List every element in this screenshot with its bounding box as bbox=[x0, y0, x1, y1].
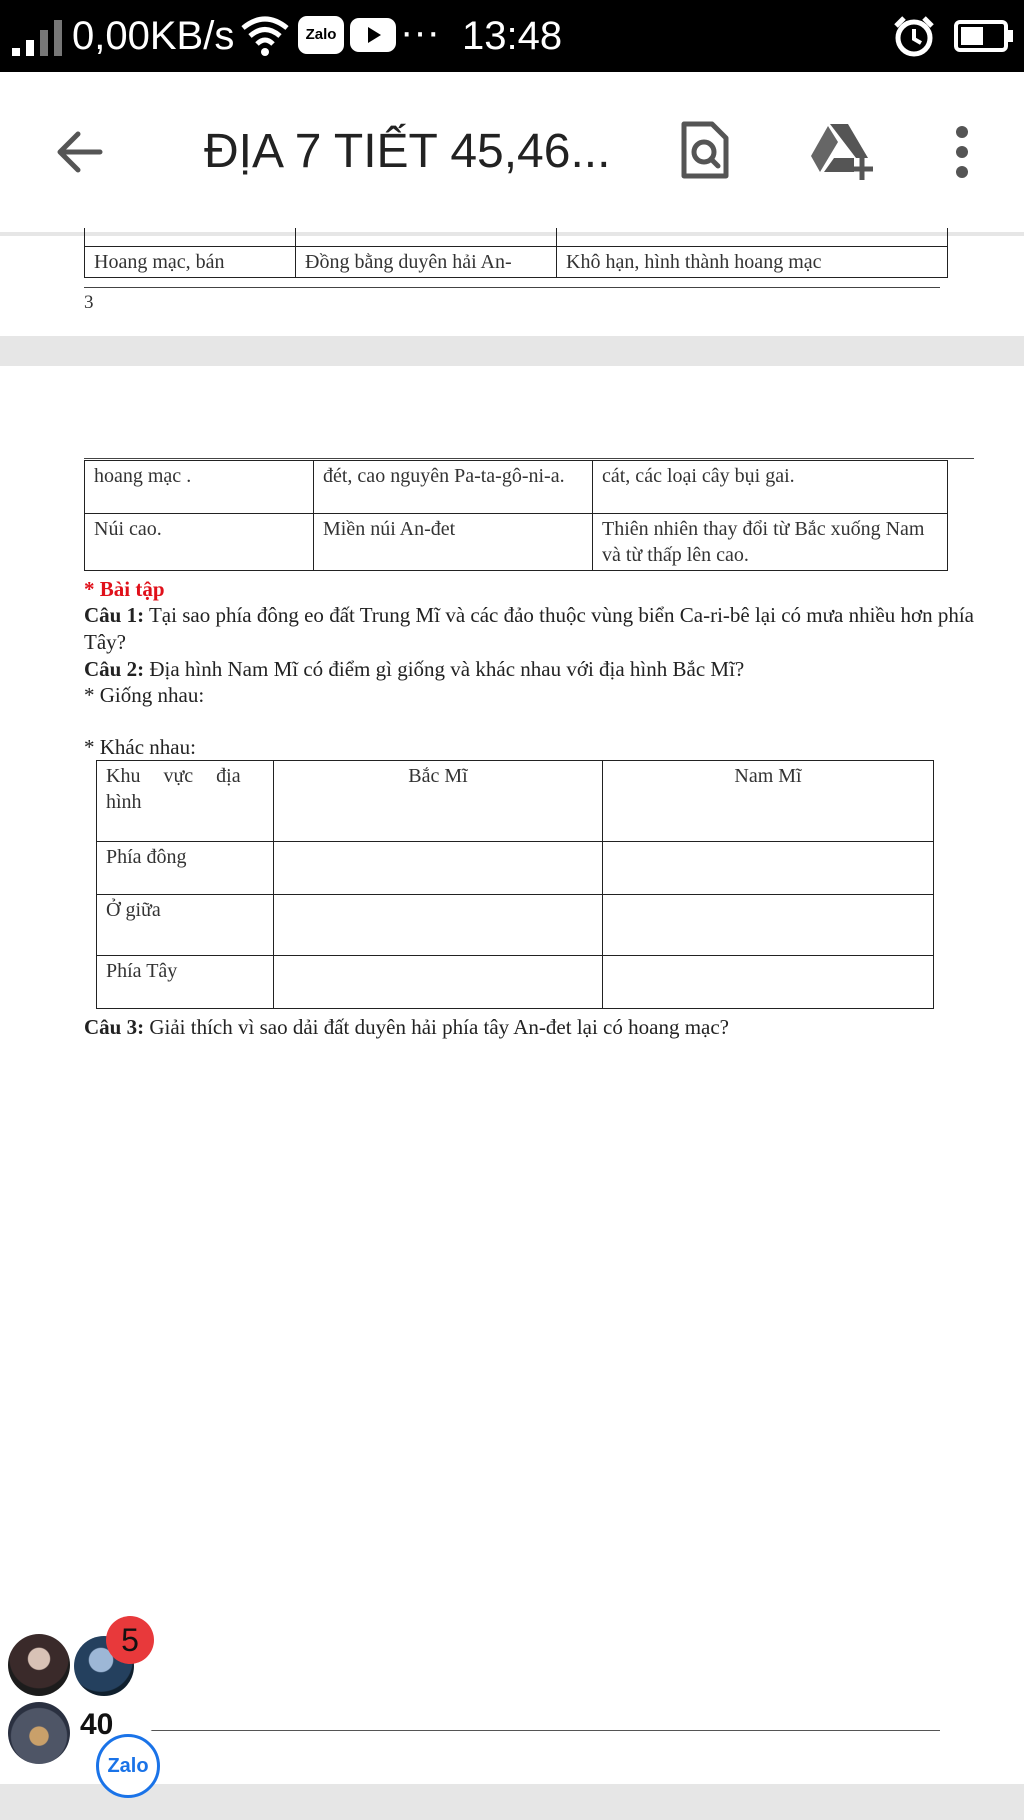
table-row bbox=[97, 895, 934, 956]
alarm-icon bbox=[892, 14, 936, 58]
question-3 bbox=[84, 1014, 974, 1041]
table-row bbox=[85, 461, 948, 514]
table-cell: Miền núi An-đet bbox=[314, 514, 593, 571]
page-footer-rule bbox=[150, 1730, 940, 1731]
table-header-cell: Bắc Mĩ bbox=[274, 761, 603, 842]
table-cell: Phía đông bbox=[97, 842, 274, 895]
youtube-icon bbox=[350, 16, 396, 54]
similarities-label: * Giống nhau: bbox=[84, 683, 205, 707]
document-title: ĐỊA 7 TIẾT 45,46... bbox=[204, 125, 611, 178]
document-search-icon[interactable] bbox=[680, 120, 730, 180]
network-speed: 0,00KB/s bbox=[72, 14, 235, 58]
chat-count: 40 bbox=[80, 1708, 114, 1741]
unread-badge: 5 bbox=[106, 1616, 154, 1664]
more-notifications: ··· bbox=[400, 10, 440, 54]
table-row bbox=[97, 956, 934, 1009]
table-top-rule bbox=[84, 458, 974, 459]
table-cell: Hoang mạc, bán bbox=[85, 247, 296, 278]
table-row bbox=[85, 514, 948, 571]
table-header-cell: Khu vực địa hình bbox=[97, 761, 274, 842]
differences-label: * Khác nhau: bbox=[84, 735, 196, 759]
question-2 bbox=[84, 656, 974, 683]
table-cell: hoang mạc . bbox=[85, 461, 314, 514]
signal-icon bbox=[10, 18, 66, 58]
table-row bbox=[85, 247, 948, 278]
more-vert-icon[interactable] bbox=[950, 124, 974, 180]
table-row bbox=[85, 228, 948, 247]
table-cell: Đồng bằng duyên hải An- bbox=[296, 247, 557, 278]
question-1-text: Tại sao phía đông eo đất Trung Mĩ và các đảo thuộc vùng biển Ca-ri-bê lại có mưa nhiều hơn phía Tây? bbox=[84, 603, 974, 654]
table-row bbox=[97, 761, 934, 842]
page1-table bbox=[84, 228, 948, 278]
page-rule bbox=[84, 287, 940, 288]
app-bar bbox=[0, 72, 1024, 232]
question-3-label: Câu 3: bbox=[84, 1015, 145, 1039]
table-cell: cát, các loại cây bụi gai. bbox=[593, 461, 948, 514]
terrain-table bbox=[84, 460, 948, 571]
table-cell: Phía Tây bbox=[97, 956, 274, 1009]
exercise-heading: * Bài tập bbox=[84, 577, 165, 601]
question-1 bbox=[84, 602, 974, 656]
page-number: 3 bbox=[84, 292, 94, 313]
battery-icon bbox=[954, 18, 1014, 54]
document-page-1 bbox=[0, 236, 1024, 336]
zalo-icon[interactable]: Zalo bbox=[96, 1734, 160, 1798]
zalo-chat-heads[interactable] bbox=[0, 1616, 160, 1786]
table-row bbox=[97, 842, 934, 895]
clock: 13:48 bbox=[462, 14, 563, 58]
table-cell: Ở giữa bbox=[97, 895, 274, 956]
question-2-text: Địa hình Nam Mĩ có điểm gì giống và khác nhau với địa hình Bắc Mĩ? bbox=[144, 657, 745, 681]
question-3-text: Giải thích vì sao dải đất duyên hải phía tây An-đet lại có hoang mạc? bbox=[144, 1015, 729, 1039]
comparison-table bbox=[96, 760, 934, 1009]
table-cell: Khô hạn, hình thành hoang mạc bbox=[557, 247, 948, 278]
document-page-2 bbox=[0, 366, 1024, 1784]
avatar[interactable] bbox=[8, 1634, 70, 1696]
avatar[interactable] bbox=[8, 1702, 70, 1764]
wifi-icon bbox=[240, 14, 290, 58]
drive-add-icon[interactable] bbox=[810, 122, 876, 180]
back-arrow-icon[interactable] bbox=[54, 126, 106, 178]
table-cell: Thiên nhiên thay đổi từ Bắc xuống Nam và từ thấp lên cao. bbox=[593, 514, 948, 571]
question-1-label: Câu 1: bbox=[84, 603, 145, 627]
question-2-label: Câu 2: bbox=[84, 657, 145, 681]
status-bar bbox=[0, 0, 1024, 72]
table-cell: Núi cao. bbox=[85, 514, 314, 571]
zalo-notification-icon: Zalo bbox=[298, 16, 344, 54]
table-header-cell: Nam Mĩ bbox=[603, 761, 934, 842]
table-cell: đét, cao nguyên Pa-ta-gô-ni-a. bbox=[314, 461, 593, 514]
